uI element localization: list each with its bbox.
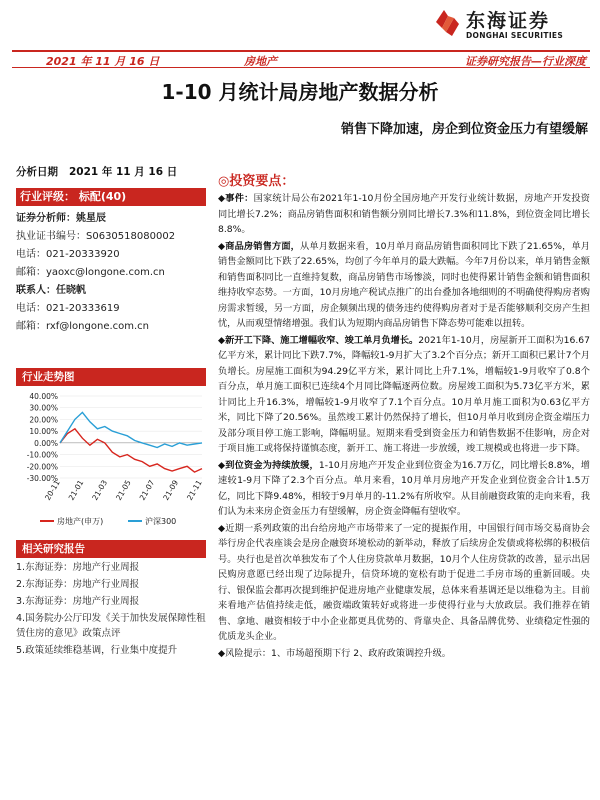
paragraph-text: ◆风险提示：1、市场超预期下行 2、政府政策调控升级。 [218, 647, 451, 659]
x-tick-label: 21-01 [66, 478, 86, 502]
x-tick-label: 21-05 [114, 478, 133, 502]
main-content [218, 170, 590, 661]
paragraph-text: 国家统计局公布2021年1-10月份全国房地产开发行业统计数据，房地产开发投资同比增长7.2%；商品房销售面积和销售额分别同比增长7.3%和11.8%，到位资金同比增长8.8%。 [218, 193, 590, 235]
paragraph-text: 1-10月房地产开发企业到位资金为16.7万亿，同比增长8.8%，增速较1-9月下降了2.3个百分点。单月来看，10月单月房地产开发企业到位资金合计1.5万亿，同比下降9.48%，相较于9月单月的-11.2%有所收窄。从目前融资政策的走向来看，我们认为未来房企资金压力有望缓解，房企资金降幅有望收窄。 [218, 459, 590, 517]
analysis-date: 2021 年 11 月 16 日 [68, 166, 178, 178]
paragraph-lead: ◆商品房销售方面， [218, 240, 301, 252]
email-line-1 [16, 264, 206, 282]
report-date: 2021 年 11 月 16 日 [46, 55, 160, 68]
y-tick-label: 10.00% [29, 427, 58, 437]
related-list [16, 560, 206, 658]
trend-chart-svg [16, 390, 206, 532]
y-tick-label: -10.00% [26, 450, 58, 460]
page-subtitle: 销售下降加速，房企到位资金压力有望缓解 [340, 122, 588, 137]
left-sidebar [16, 164, 206, 336]
related-reports [16, 540, 206, 658]
y-tick-label: 0.00% [34, 438, 58, 448]
paragraph [218, 646, 590, 662]
industry-rating [16, 188, 206, 206]
x-tick-label: 20-11 [43, 478, 62, 502]
cert-line [16, 228, 206, 246]
legend-label: 房地产(申万) [57, 517, 104, 526]
email-2[interactable]: rxf@longone.com.cn [46, 321, 150, 332]
related-header: 相关研究报告 [16, 540, 206, 558]
cert-label: 执业证书编号： [16, 231, 86, 242]
analysis-date-line [16, 164, 206, 182]
brand-name-en: DONGHAI SECURITIES [466, 31, 564, 40]
analysis-date-label: 分析日期 [16, 166, 58, 178]
investment-highlights-header: ◎投资要点： [218, 174, 295, 189]
report-type: 证券研究报告—行业深度 [465, 55, 586, 68]
brand-name: 东海证券 [466, 10, 551, 32]
x-tick-label: 21-07 [137, 478, 157, 502]
paragraph [218, 458, 590, 520]
paragraph-lead: ◆新开工下降、施工增幅收窄、竣工单月负增长。 [218, 334, 419, 346]
cert-no: S0630518080002 [86, 231, 176, 242]
analyst-label: 证券分析师： [16, 213, 76, 224]
paragraph [218, 239, 590, 332]
analyst-name: 姚星辰 [76, 213, 106, 224]
email-line-2 [16, 318, 206, 336]
paragraph-lead: ◆事件： [218, 193, 254, 204]
rating-label: 行业评级： [20, 190, 75, 203]
x-tick-label: 21-09 [161, 478, 181, 502]
paragraph-lead: ◆到位资金为持续放缓， [218, 459, 319, 471]
brand-mark-icon [432, 6, 462, 38]
legend-label: 沪深300 [145, 517, 177, 526]
page-title: 1-10 月统计局房地产数据分析 [161, 80, 439, 104]
contact-name: 任晓帆 [56, 285, 86, 296]
trend-header: 行业走势图 [16, 368, 206, 386]
paragraph-text: 2021年1-10月，房屋新开工面积为16.67亿平方米，累计同比下跌7.7%，降幅较1-9月扩大了3.2个百分点；新开工面积已累计7个月负增长。房屋施工面积为94.29亿平方米，累计同比上升7.1%，增幅较1-9月收窄了0.8个百分点，单月施工面积已连续4个月同比降幅逐两位数。房屋竣工面积为5.73亿平方米，累计同比上升16.3%，增幅较1-9月收窄了7.1个百分点。10月单月施工面积为0.63亿平方米，同比下降了20.56%。虽然竣工累计仍然保持了增长，但10月单月收到房企资金端压力及部分项目停工施工影响，降幅明显。短期来看受到资金压力和销售数据不佳影响，房企对于项目施工或将保持谨慎态度，新开工、施工将进一步放缓，竣工规模或也将进一步下降。 [218, 334, 590, 454]
y-tick-label: 20.00% [29, 415, 58, 425]
paragraph [218, 333, 590, 457]
tel-label: 电话： [16, 249, 46, 260]
related-report-item[interactable]: 3.东海证券：房地产行业周报 [16, 596, 140, 607]
related-report-item[interactable]: 5.政策延续维稳基调，行业集中度提升 [16, 645, 178, 656]
tel-2: 021-20333619 [46, 303, 120, 314]
email-label: 邮箱： [16, 267, 46, 278]
tel-1: 021-20333920 [46, 249, 120, 260]
trend-chart [16, 390, 206, 532]
related-report-item[interactable]: 2.东海证券：房地产行业周报 [16, 579, 140, 590]
tel-line-1 [16, 246, 206, 264]
related-report-item[interactable]: 1.东海证券：房地产行业周报 [16, 562, 140, 573]
report-sector: 房地产 [244, 55, 277, 68]
contact-line [16, 282, 206, 300]
y-tick-label: -20.00% [26, 462, 58, 472]
brand-logo [432, 4, 596, 44]
x-tick-label: 21-11 [185, 478, 204, 502]
series-line-0 [60, 429, 202, 472]
email-label-2: 邮箱： [16, 321, 46, 332]
related-report-item[interactable]: 4.国务院办公厅印发《关于加快发展保障性租赁住房的意见》政策点评 [16, 613, 206, 639]
paragraph-list [218, 191, 590, 661]
trend-section [16, 368, 206, 386]
series-line-1 [60, 412, 202, 447]
x-tick-label: 21-03 [90, 478, 110, 502]
paragraph [218, 191, 590, 238]
email-1[interactable]: yaoxc@longone.com.cn [46, 267, 165, 278]
tel-line-2 [16, 300, 206, 318]
header-bar [12, 50, 590, 68]
paragraph-text: 从单月数据来看，10月单月商品房销售面积同比下跌了21.65%，单月销售金额同比下跌了22.65%，均创了今年单月的最大跌幅。今年7月份以来，单月销售金额和销售面积同比一直维持复数，商品房销售市场惨淡，同时也使得累计销售金额和销售面积维持收窄态势。一方面，10月房地产税试点推广的出台叠加各地细则的不明确使得购房者购房需求暂缓，另一方面，房企频频出现的债务违约使得购房者对于是否能够顺利交房产生担忧，从而观望情绪增强。我们认为短期内商品房销售下降态势可能难以扭转。 [218, 240, 590, 329]
y-tick-label: 40.00% [29, 392, 58, 401]
paragraph [218, 521, 590, 645]
contact-label: 联系人： [16, 285, 56, 296]
y-tick-label: 30.00% [29, 403, 58, 413]
tel-label-2: 电话： [16, 303, 46, 314]
analyst-line [16, 210, 206, 228]
rating-value: 标配(40) [78, 190, 127, 203]
paragraph-text: ◆近期一系列政策的出台给房地产市场带来了一定的提振作用，中国银行间市场交易商协会举行房企代表座谈会是房企融资环境松动的新举动，释放了后续房企发债或将松绑的积极信号。央行也是首次单独发布了个人住房贷款单月数据，10月个人住房贷款的改善，显示出居民购房意愿已经出现了边际提升，信贷环境的宽松有助于促进二手房市场的重新回暖。央行、银保监会都再次提到维护促进房地产业健康发展，总体来看基调还是以维稳为主。目前来看地产估值持续走低，融资端政策转好或将进一步使得行业与大放政层。我们推荐在销售、拿地、融资相较于中小企业都更具优势的、背靠央企、具备品牌优势、业绩稳定性强的优质龙头企业。 [218, 522, 590, 642]
y-tick-label: -30.00% [26, 474, 58, 483]
